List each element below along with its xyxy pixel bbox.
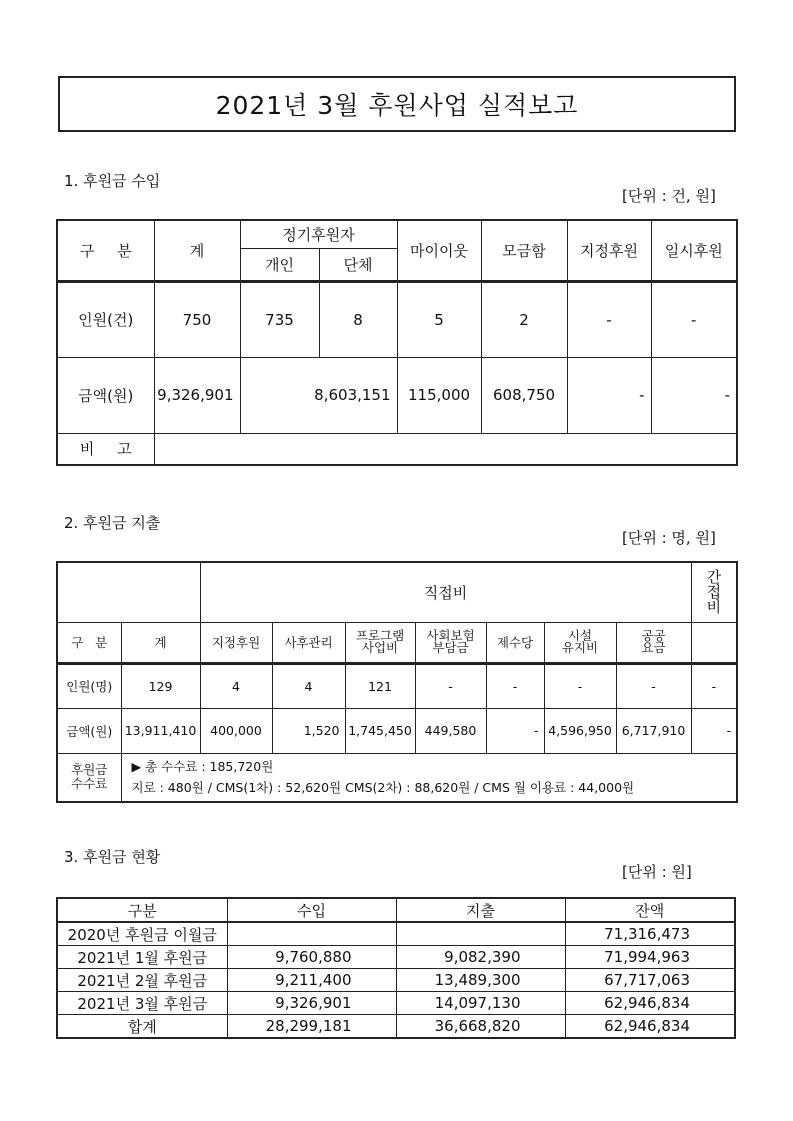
header-facility: 시설 유지비 — [544, 622, 616, 663]
header-allowance: 제수당 — [486, 622, 544, 663]
amount-program: 1,745,450 — [345, 708, 415, 753]
header-group: 단체 — [319, 248, 397, 281]
row-label: 합계 — [57, 1015, 227, 1039]
count-allowance: - — [486, 663, 544, 708]
count-onetime: - — [651, 281, 737, 357]
count-aftercare: 4 — [272, 663, 345, 708]
row-expense: 13,489,300 — [396, 969, 565, 992]
section1-unit: [단위 : 건, 원] — [622, 187, 716, 205]
fee-total: ▶ 총 수수료 : 185,720원 — [131, 759, 274, 774]
row-balance: 71,316,473 — [565, 922, 735, 946]
section3-heading: 3. 후원금 현황 — [64, 848, 161, 866]
count-myeout: 5 — [397, 281, 481, 357]
row-income: 9,326,901 — [227, 992, 396, 1015]
count-facility: - — [544, 663, 616, 708]
header-total: 계 — [121, 622, 200, 663]
amount-total: 13,911,410 — [121, 708, 200, 753]
amount-myeout: 115,000 — [397, 357, 481, 433]
fee-breakdown: 지로 : 480원 / CMS(1차) : 52,620원 CMS(2차) : 88,620원 / CMS 월 이용료 : 44,000원 — [131, 780, 635, 796]
table-row — [57, 946, 735, 969]
count-designated: - — [567, 281, 651, 357]
amount-aftercare: 1,520 — [272, 708, 345, 753]
row-label: 2021년 1월 후원금 — [57, 946, 227, 969]
amount-regular: 8,603,151 — [240, 357, 397, 433]
header-insurance: 사회보험 부담금 — [415, 622, 486, 663]
header-program: 프로그램 사업비 — [345, 622, 415, 663]
row-expense — [396, 922, 565, 946]
header-income: 수입 — [227, 898, 396, 922]
header-indirect: 간 접 비 — [691, 562, 737, 622]
row-income: 28,299,181 — [227, 1015, 396, 1039]
header-myeout: 마이이웃 — [397, 220, 481, 281]
header-individual: 개인 — [240, 248, 319, 281]
row-amount-label: 금액(원) — [57, 708, 121, 753]
header-designated: 지정후원 — [567, 220, 651, 281]
count-designated: 4 — [200, 663, 272, 708]
fee-details — [121, 753, 737, 802]
report-title: 2021년 3월 후원사업 실적보고 — [58, 76, 736, 132]
row-expense: 9,082,390 — [396, 946, 565, 969]
amount-indirect: - — [691, 708, 737, 753]
count-utility: - — [616, 663, 691, 708]
count-group: 8 — [319, 281, 397, 357]
count-individual: 735 — [240, 281, 319, 357]
row-label: 2021년 3월 후원금 — [57, 992, 227, 1015]
status-table — [56, 897, 736, 1039]
amount-total: 9,326,901 — [154, 357, 240, 433]
count-total: 750 — [154, 281, 240, 357]
header-total: 계 — [154, 220, 240, 281]
header-donationbox: 모금함 — [481, 220, 567, 281]
count-program: 121 — [345, 663, 415, 708]
row-expense: 36,668,820 — [396, 1015, 565, 1039]
amount-utility: 6,717,910 — [616, 708, 691, 753]
row-balance: 67,717,063 — [565, 969, 735, 992]
section3-unit: [단위 : 원] — [622, 863, 692, 881]
income-table — [56, 219, 738, 466]
count-donationbox: 2 — [481, 281, 567, 357]
count-insurance: - — [415, 663, 486, 708]
count-total: 129 — [121, 663, 200, 708]
row-label: 2020년 후원금 이월금 — [57, 922, 227, 946]
header-aftercare: 사후관리 — [272, 622, 345, 663]
amount-designated: - — [567, 357, 651, 433]
row-note-label: 비 고 — [57, 433, 154, 465]
section2-heading: 2. 후원금 지출 — [64, 514, 161, 532]
header-balance: 잔액 — [565, 898, 735, 922]
row-count-label: 인원(명) — [57, 663, 121, 708]
amount-insurance: 449,580 — [415, 708, 486, 753]
note-value — [154, 433, 737, 465]
header-category: 구 분 — [57, 622, 121, 663]
row-fee-label: 후원금 수수료 — [57, 753, 121, 802]
table-row — [57, 992, 735, 1015]
section1-heading: 1. 후원금 수입 — [64, 172, 161, 190]
header-blank — [57, 562, 200, 622]
section2-unit: [단위 : 명, 원] — [622, 529, 716, 547]
count-indirect: - — [691, 663, 737, 708]
row-count-label: 인원(건) — [57, 281, 154, 357]
header-indirect-blank — [691, 622, 737, 663]
row-balance: 71,994,963 — [565, 946, 735, 969]
header-category: 구 분 — [57, 220, 154, 281]
amount-onetime: - — [651, 357, 737, 433]
row-amount-label: 금액(원) — [57, 357, 154, 433]
table-row-total — [57, 1015, 735, 1039]
amount-donationbox: 608,750 — [481, 357, 567, 433]
row-balance: 62,946,834 — [565, 992, 735, 1015]
header-utility: 공공 요금 — [616, 622, 691, 663]
amount-facility: 4,596,950 — [544, 708, 616, 753]
header-category: 구분 — [57, 898, 227, 922]
row-label: 2021년 2월 후원금 — [57, 969, 227, 992]
header-expense: 지출 — [396, 898, 565, 922]
expense-table — [56, 561, 738, 803]
amount-designated: 400,000 — [200, 708, 272, 753]
row-income: 9,760,880 — [227, 946, 396, 969]
table-row — [57, 922, 735, 946]
header-regular: 정기후원자 — [240, 220, 397, 248]
header-direct: 직접비 — [200, 562, 691, 622]
row-balance: 62,946,834 — [565, 1015, 735, 1039]
header-onetime: 일시후원 — [651, 220, 737, 281]
row-income: 9,211,400 — [227, 969, 396, 992]
header-designated: 지정후원 — [200, 622, 272, 663]
row-expense: 14,097,130 — [396, 992, 565, 1015]
row-income — [227, 922, 396, 946]
table-row — [57, 969, 735, 992]
amount-allowance: - — [486, 708, 544, 753]
